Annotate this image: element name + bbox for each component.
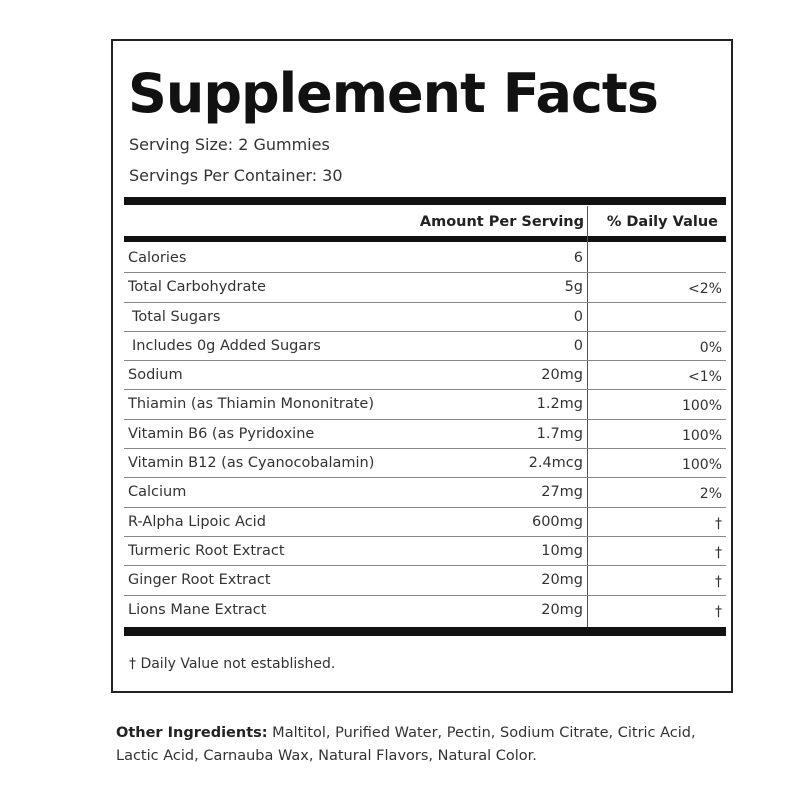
- header-thick-divider: [124, 236, 726, 242]
- nutrient-name: Total Carbohydrate: [128, 279, 266, 296]
- nutrient-dv: †: [715, 544, 722, 561]
- nutrient-name: Vitamin B12 (as Cyanocobalamin): [128, 455, 375, 472]
- table-row: [124, 420, 726, 449]
- nutrient-dv: 2%: [699, 486, 722, 503]
- nutrient-amount: 20mg: [541, 367, 583, 384]
- other-ingredients-text: Maltitol, Purified Water, Pectin, Sodium Citrate, Citric Acid, Lactic Acid, Carnauba Wax, Natural Flavors, Natural Color.: [116, 725, 696, 764]
- nutrient-amount: 1.2mg: [536, 396, 583, 413]
- top-thick-divider: [124, 197, 726, 205]
- nutrient-name: Thiamin (as Thiamin Mononitrate): [128, 396, 374, 413]
- nutrient-dv: †: [715, 515, 722, 532]
- bottom-thick-divider: [124, 627, 726, 636]
- table-row: [124, 273, 726, 302]
- table-row: [124, 566, 726, 595]
- nutrient-amount: 20mg: [541, 601, 583, 618]
- nutrient-amount: 2.4mcg: [528, 455, 583, 472]
- nutrient-name: Calcium: [128, 484, 187, 501]
- nutrient-amount: 0: [573, 308, 583, 325]
- table-row: [124, 596, 726, 625]
- table-row: [124, 508, 726, 537]
- nutrient-dv: <2%: [688, 281, 722, 298]
- nutrient-amount: 20mg: [541, 572, 583, 589]
- nutrient-amount: 600mg: [531, 513, 583, 530]
- nutrient-name: R-Alpha Lipoic Acid: [128, 513, 266, 530]
- nutrient-amount: 0: [573, 337, 583, 354]
- nutrient-dv: †: [715, 603, 722, 620]
- table-row: [124, 361, 726, 390]
- servings-per-container: Servings Per Container: 30: [129, 166, 343, 185]
- footnote: † Daily Value not established.: [129, 656, 336, 672]
- nutrient-name: Sodium: [128, 367, 183, 384]
- nutrient-name: Includes 0g Added Sugars: [132, 337, 321, 354]
- table-row: [124, 478, 726, 507]
- table-row: [124, 449, 726, 478]
- header-amount-per-serving: Amount Per Serving: [419, 214, 584, 230]
- serving-size: Serving Size: 2 Gummies: [129, 135, 330, 154]
- nutrient-name: Turmeric Root Extract: [128, 542, 285, 559]
- nutrient-name: Ginger Root Extract: [128, 572, 271, 589]
- table-row: [124, 303, 726, 332]
- table-row: [124, 537, 726, 566]
- nutrient-name: Lions Mane Extract: [128, 601, 267, 618]
- nutrient-amount: 1.7mg: [536, 425, 583, 442]
- page-title: Supplement Facts: [128, 62, 658, 125]
- header-daily-value: % Daily Value: [606, 214, 718, 230]
- table-row: [124, 244, 726, 273]
- nutrient-table: [124, 244, 726, 625]
- nutrient-amount: 27mg: [541, 484, 583, 501]
- table-row: [124, 332, 726, 361]
- nutrient-dv: 100%: [681, 457, 722, 474]
- table-header: [124, 206, 726, 238]
- nutrient-dv: <1%: [688, 369, 722, 386]
- nutrient-amount: 5g: [564, 279, 583, 296]
- other-ingredients-label: Other Ingredients:: [116, 725, 268, 741]
- nutrient-dv: †: [715, 574, 722, 591]
- nutrient-dv: 100%: [681, 398, 722, 415]
- nutrient-amount: 6: [573, 250, 583, 266]
- nutrient-dv: 0%: [699, 339, 722, 356]
- nutrient-name: Total Sugars: [132, 308, 221, 325]
- table-row: [124, 390, 726, 419]
- nutrient-dv: 100%: [681, 427, 722, 444]
- other-ingredients: [116, 722, 736, 768]
- nutrient-name: Calories: [128, 250, 187, 266]
- nutrient-amount: 10mg: [541, 542, 583, 559]
- nutrient-name: Vitamin B6 (as Pyridoxine: [128, 425, 315, 442]
